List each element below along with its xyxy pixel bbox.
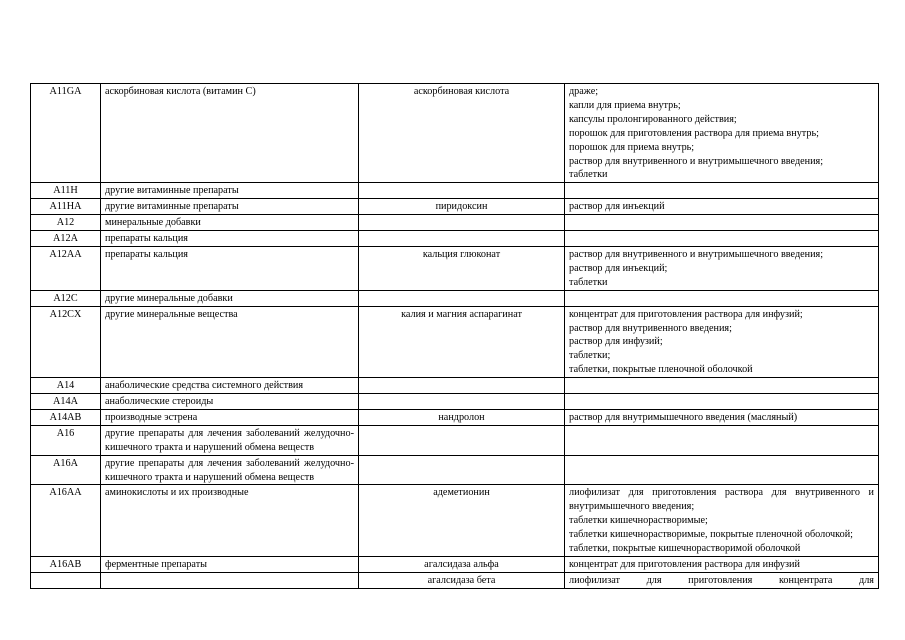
inn-cell	[359, 231, 565, 247]
table-row	[31, 425, 879, 455]
atc-code-cell: A12	[31, 215, 101, 231]
group-cell: другие витаминные препараты	[101, 199, 359, 215]
dosage-form: раствор для внутримышечного введения (масляный)	[569, 411, 798, 423]
dosage-form: лиофилизат для приготовления раствора для внутривенного и внутримышечного введения;	[569, 487, 874, 513]
dosage-form: таблетки, покрытые кишечнорастворимой оболочкой	[569, 543, 801, 555]
table-row	[31, 572, 879, 588]
dosage-form: концентрат для приготовления раствора для инфузий	[569, 559, 800, 570]
dosage-form: порошок для приема внутрь;	[569, 141, 695, 153]
table-row	[31, 557, 879, 573]
inn-cell: аскорбиновая кислота	[359, 84, 565, 183]
dosage-form: таблетки, покрытые пленочной оболочкой	[569, 364, 753, 376]
group-cell: другие препараты для лечения заболеваний желудочно-кишечного тракта и нарушений обмена веществ	[101, 425, 359, 455]
forms-cell	[565, 290, 879, 306]
forms-cell	[565, 246, 879, 290]
forms-cell	[565, 215, 879, 231]
forms-cell	[565, 183, 879, 199]
table-row	[31, 246, 879, 290]
atc-code-cell: A12A	[31, 231, 101, 247]
dosage-form: лиофилизат для приготовления концентрата для	[569, 574, 874, 586]
table-row	[31, 455, 879, 485]
atc-code-cell: A12C	[31, 290, 101, 306]
group-cell: анаболические стероиды	[101, 394, 359, 410]
dosage-form: таблетки кишечнорастворимые, покрытые пленочной оболочкой;	[569, 529, 853, 541]
inn-cell: адеметионин	[359, 485, 565, 557]
forms-cell	[565, 425, 879, 455]
drug-table	[30, 83, 879, 589]
group-cell: препараты кальция	[101, 246, 359, 290]
forms-cell	[565, 84, 879, 183]
dosage-form: раствор для внутривенного введения;	[569, 322, 732, 334]
dosage-form: раствор для инъекций	[569, 201, 665, 213]
atc-code-cell: A14	[31, 378, 101, 394]
dosage-form: раствор для инфузий;	[569, 336, 663, 348]
dosage-form: раствор для внутривенного и внутримышечного введения;	[569, 248, 824, 260]
forms-cell	[565, 557, 879, 573]
atc-code-cell: A16	[31, 425, 101, 455]
inn-cell: нандролон	[359, 409, 565, 425]
inn-cell	[359, 183, 565, 199]
atc-code-cell: A14AB	[31, 409, 101, 425]
group-cell: производные эстрена	[101, 409, 359, 425]
dosage-form: капли для приема внутрь;	[569, 99, 681, 111]
forms-cell	[565, 455, 879, 485]
forms-cell	[565, 306, 879, 378]
inn-cell	[359, 215, 565, 231]
inn-cell	[359, 394, 565, 410]
group-cell: аминокислоты и их производные	[101, 485, 359, 557]
group-cell: другие препараты для лечения заболеваний желудочно-кишечного тракта и нарушений обмена веществ	[101, 455, 359, 485]
atc-code-cell	[31, 572, 101, 588]
forms-cell	[565, 485, 879, 557]
table-row	[31, 290, 879, 306]
table-row	[31, 84, 879, 183]
atc-code-cell: A12CX	[31, 306, 101, 378]
dosage-form: концентрат для приготовления раствора для инфузий;	[569, 308, 803, 320]
atc-code-cell: A12AA	[31, 246, 101, 290]
forms-cell	[565, 199, 879, 215]
atc-code-cell: A16AA	[31, 485, 101, 557]
forms-cell	[565, 409, 879, 425]
group-cell: минеральные добавки	[101, 215, 359, 231]
dosage-form: таблетки	[569, 276, 608, 288]
inn-cell	[359, 425, 565, 455]
dosage-form: капсулы пролонгированного действия;	[569, 113, 737, 125]
atc-code-cell: A14A	[31, 394, 101, 410]
inn-cell	[359, 455, 565, 485]
table-row	[31, 215, 879, 231]
forms-cell	[565, 378, 879, 394]
forms-cell	[565, 231, 879, 247]
group-cell: анаболические средства системного действия	[101, 378, 359, 394]
inn-cell	[359, 290, 565, 306]
inn-cell: агалсидаза альфа	[359, 557, 565, 573]
dosage-form: таблетки	[569, 169, 608, 181]
dosage-form: таблетки кишечнорастворимые;	[569, 515, 708, 527]
group-cell: препараты кальция	[101, 231, 359, 247]
dosage-form: раствор для внутривенного и внутримышечного введения;	[569, 155, 824, 167]
atc-code-cell: A11HA	[31, 199, 101, 215]
atc-code-cell: A11GA	[31, 84, 101, 183]
dosage-form: порошок для приготовления раствора для приема внутрь;	[569, 127, 819, 139]
dosage-form: раствор для инъекций;	[569, 262, 668, 274]
group-cell	[101, 572, 359, 588]
group-cell: другие минеральные добавки	[101, 290, 359, 306]
table-row	[31, 231, 879, 247]
group-cell: аскорбиновая кислота (витамин С)	[101, 84, 359, 183]
group-cell: другие витаминные препараты	[101, 183, 359, 199]
forms-cell	[565, 394, 879, 410]
table-row	[31, 485, 879, 557]
group-cell: ферментные препараты	[101, 557, 359, 573]
group-cell: другие минеральные вещества	[101, 306, 359, 378]
dosage-form: таблетки;	[569, 350, 611, 362]
table-row	[31, 183, 879, 199]
inn-cell: пиридоксин	[359, 199, 565, 215]
atc-code-cell: A11H	[31, 183, 101, 199]
table-row	[31, 306, 879, 378]
table-row	[31, 394, 879, 410]
table-row	[31, 378, 879, 394]
atc-code-cell: A16A	[31, 455, 101, 485]
atc-code-cell: A16AB	[31, 557, 101, 573]
inn-cell	[359, 378, 565, 394]
inn-cell: агалсидаза бета	[359, 572, 565, 588]
dosage-form: драже;	[569, 86, 599, 97]
table-row	[31, 409, 879, 425]
inn-cell: калия и магния аспарагинат	[359, 306, 565, 378]
table-row	[31, 199, 879, 215]
inn-cell: кальция глюконат	[359, 246, 565, 290]
forms-cell	[565, 572, 879, 588]
